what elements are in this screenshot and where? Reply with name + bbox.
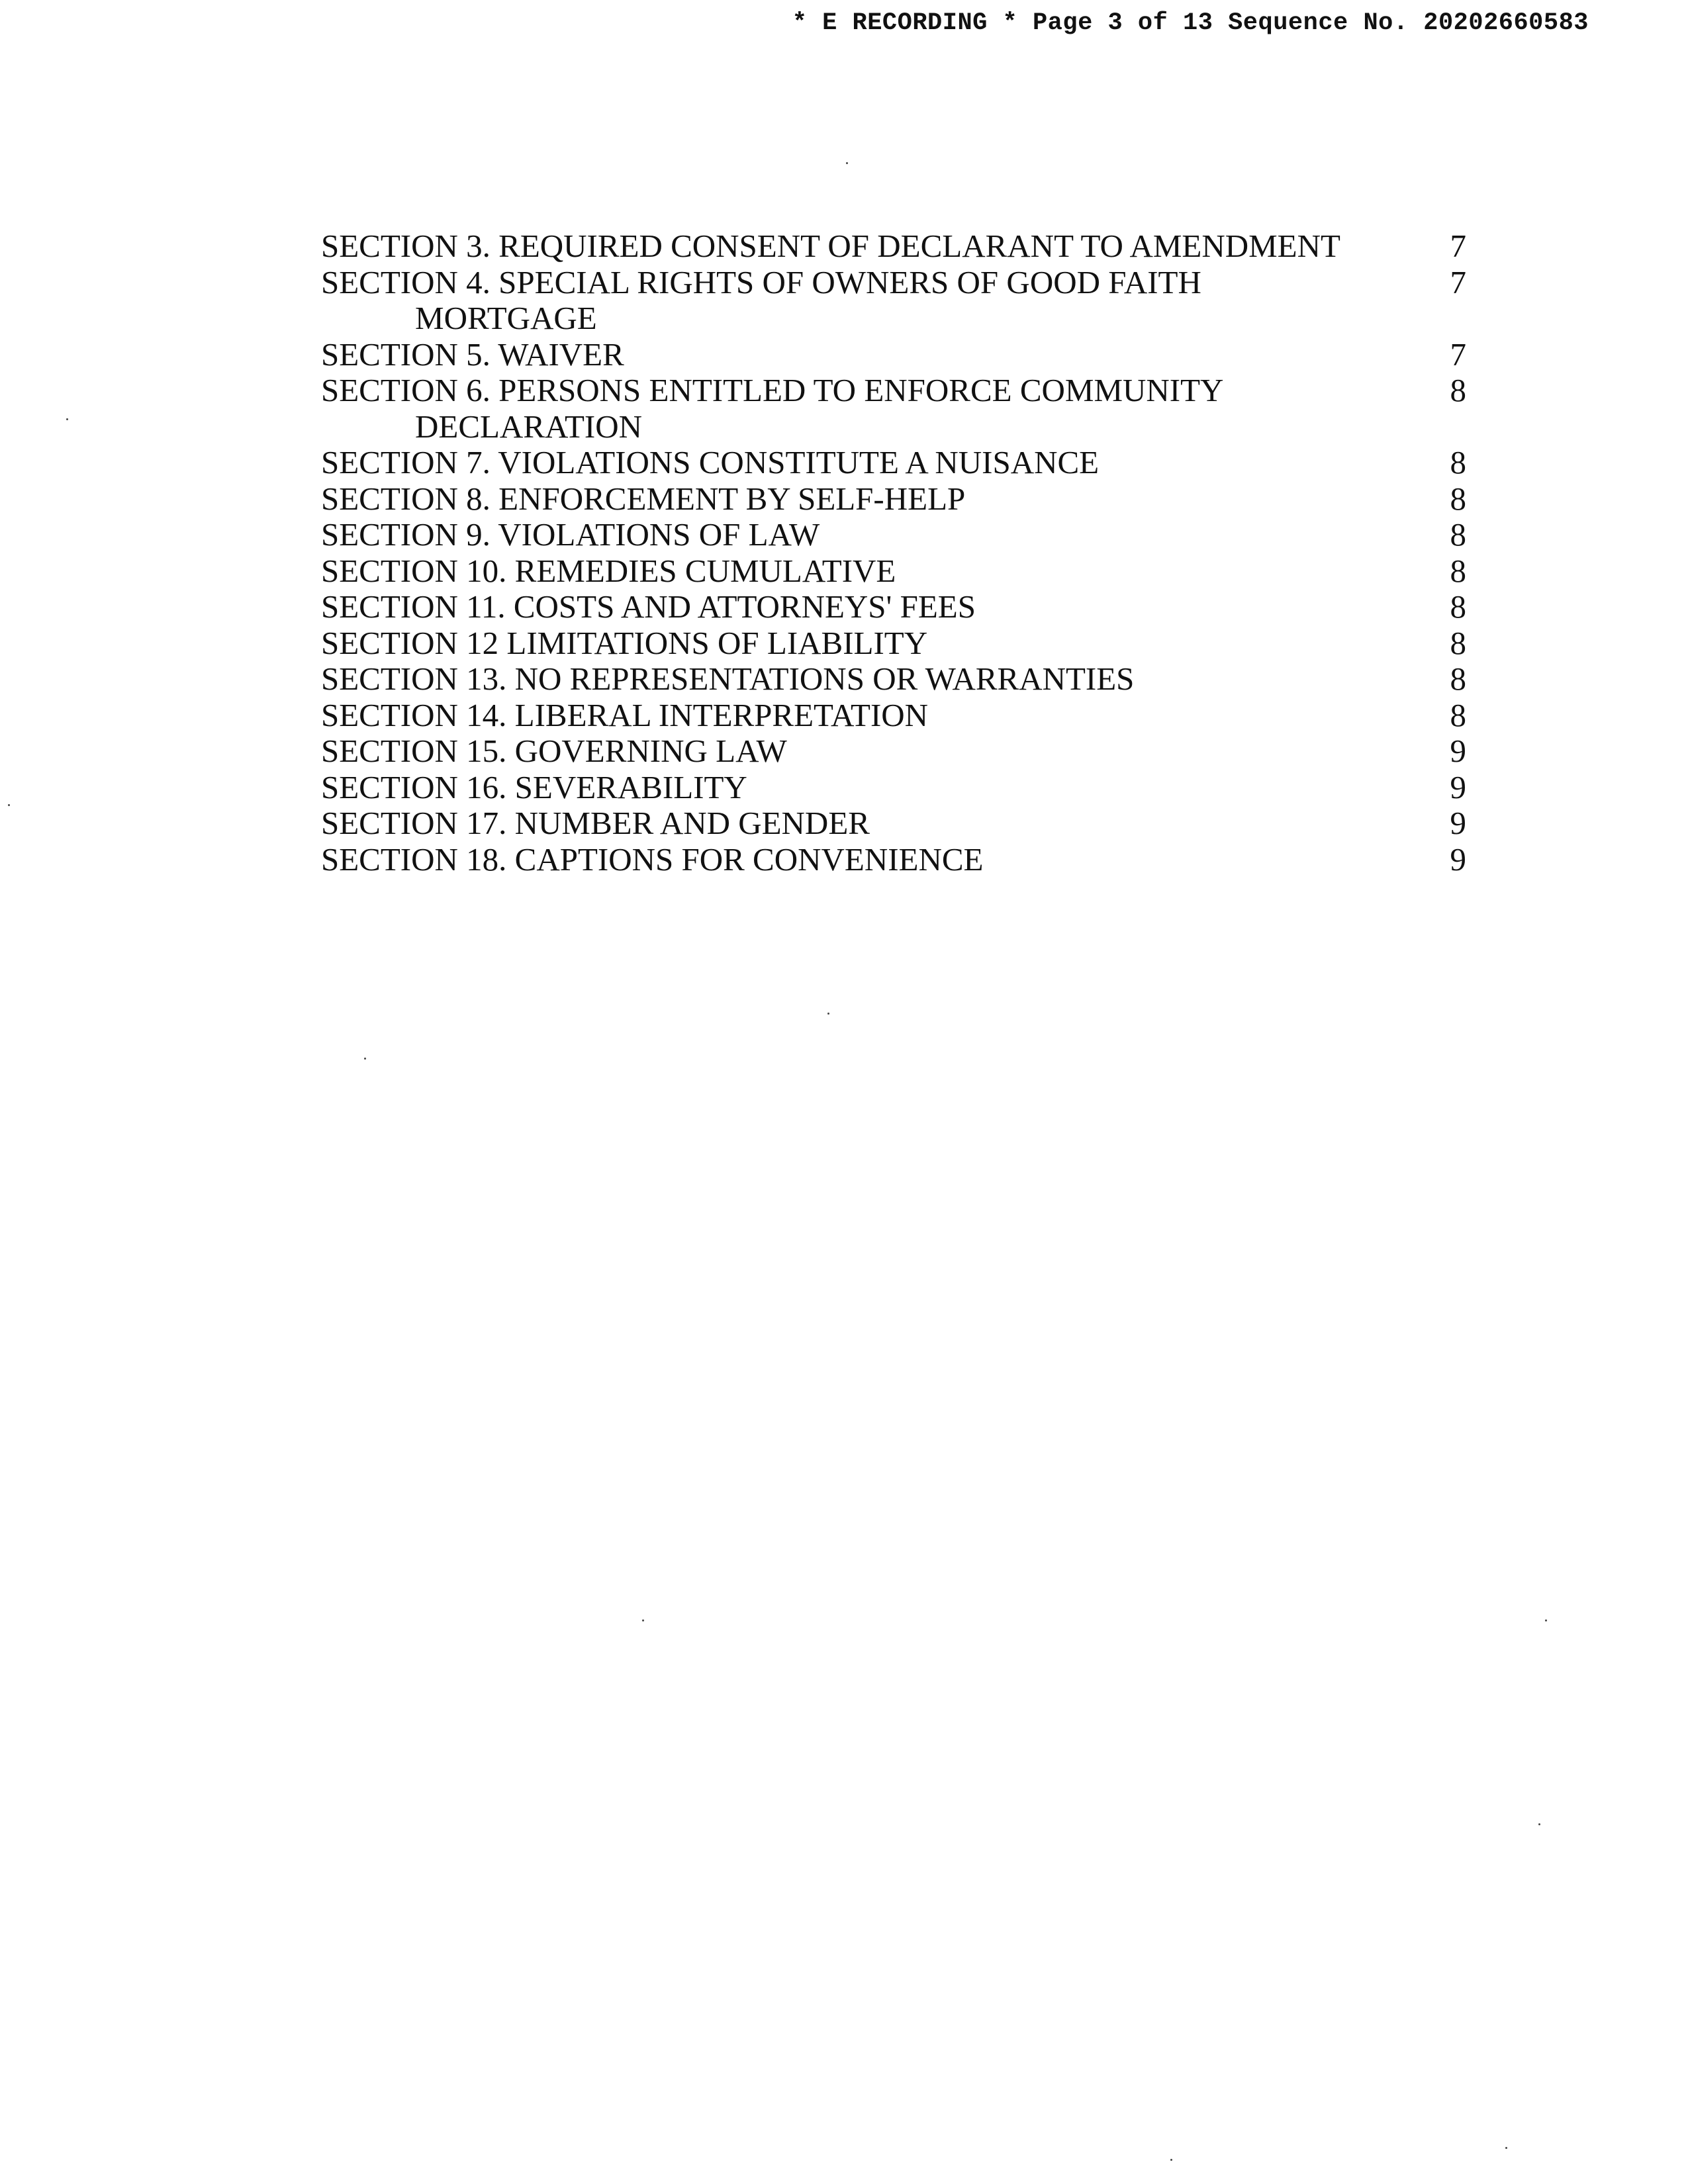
toc-entry-title: SECTION 11. COSTS AND ATTORNEYS' FEES: [321, 588, 976, 625]
toc-entry: [321, 661, 1466, 698]
toc-entry-page: 8: [1450, 696, 1466, 733]
toc-entry: [321, 337, 1466, 373]
scan-speck: [364, 1058, 366, 1060]
toc-entry: [321, 625, 1466, 662]
toc-entry-page: 7: [1450, 263, 1466, 300]
toc-entry-title: SECTION 12 LIMITATIONS OF LIABILITY: [321, 624, 928, 661]
toc-entry: [321, 589, 1466, 625]
toc-entry-title: SECTION 7. VIOLATIONS CONSTITUTE A NUISANCE: [321, 444, 1100, 480]
toc-entry: [321, 481, 1466, 518]
scan-speck: [8, 804, 10, 806]
toc-entry: [321, 553, 1466, 590]
toc-entry: [321, 228, 1466, 265]
toc-entry-page: 8: [1450, 660, 1466, 697]
toc-entry-page: 8: [1450, 444, 1466, 480]
toc-entry-page: 8: [1450, 480, 1466, 517]
toc-entry-title: SECTION 10. REMEDIES CUMULATIVE: [321, 552, 896, 589]
toc-entry: [321, 698, 1466, 734]
toc-entry-page: 9: [1450, 733, 1466, 769]
toc-entry-page: 9: [1450, 841, 1466, 878]
scan-speck: [1170, 2159, 1172, 2161]
toc-entry-title: SECTION 3. REQUIRED CONSENT OF DECLARANT TO AMENDMENT: [321, 228, 1340, 264]
toc-entry-title: SECTION 13. NO REPRESENTATIONS OR WARRANTIES: [321, 660, 1135, 697]
toc-entry: [321, 842, 1466, 878]
scan-speck: [846, 162, 848, 164]
scan-speck: [1505, 2147, 1507, 2149]
scan-speck: [1538, 1823, 1540, 1825]
toc-entry-title: SECTION 15. GOVERNING LAW: [321, 733, 787, 769]
scan-speck: [642, 1619, 644, 1621]
toc-entry-page: 8: [1450, 552, 1466, 589]
toc-entry: [321, 805, 1466, 842]
toc-entry-title: SECTION 14. LIBERAL INTERPRETATION: [321, 696, 929, 733]
toc-entry-title: SECTION 4. SPECIAL RIGHTS OF OWNERS OF GOOD FAITH MORTGAGE: [321, 263, 1201, 336]
toc-entry: [321, 445, 1466, 481]
table-of-contents: [321, 228, 1466, 878]
toc-entry-page: 7: [1450, 228, 1466, 264]
scan-speck: [827, 1013, 829, 1015]
toc-entry-page: 7: [1450, 336, 1466, 373]
toc-entry-page: 8: [1450, 624, 1466, 661]
toc-entry: [321, 770, 1466, 806]
toc-entry-title: SECTION 8. ENFORCEMENT BY SELF-HELP: [321, 480, 966, 517]
toc-entry-title: SECTION 16. SEVERABILITY: [321, 768, 747, 805]
toc-entry-title: SECTION 5. WAIVER: [321, 336, 624, 373]
toc-entry-page: 9: [1450, 768, 1466, 805]
toc-entry: [321, 373, 1466, 445]
toc-entry-title: SECTION 17. NUMBER AND GENDER: [321, 805, 870, 841]
scan-speck: [66, 418, 68, 420]
toc-entry-title: SECTION 6. PERSONS ENTITLED TO ENFORCE COMMUNITY DECLARATION: [321, 372, 1223, 445]
toc-entry-title: SECTION 18. CAPTIONS FOR CONVENIENCE: [321, 841, 984, 878]
toc-entry-page: 8: [1450, 516, 1466, 553]
recording-header: * E RECORDING * Page 3 of 13 Sequence No. 20202660583: [792, 9, 1589, 37]
toc-entry-page: 8: [1450, 588, 1466, 625]
scan-speck: [1545, 1619, 1547, 1621]
toc-entry-page: 8: [1450, 372, 1466, 408]
toc-entry: [321, 517, 1466, 553]
toc-entry: [321, 733, 1466, 770]
toc-entry-page: 9: [1450, 805, 1466, 841]
toc-entry-title: SECTION 9. VIOLATIONS OF LAW: [321, 516, 820, 553]
toc-entry: [321, 265, 1466, 337]
